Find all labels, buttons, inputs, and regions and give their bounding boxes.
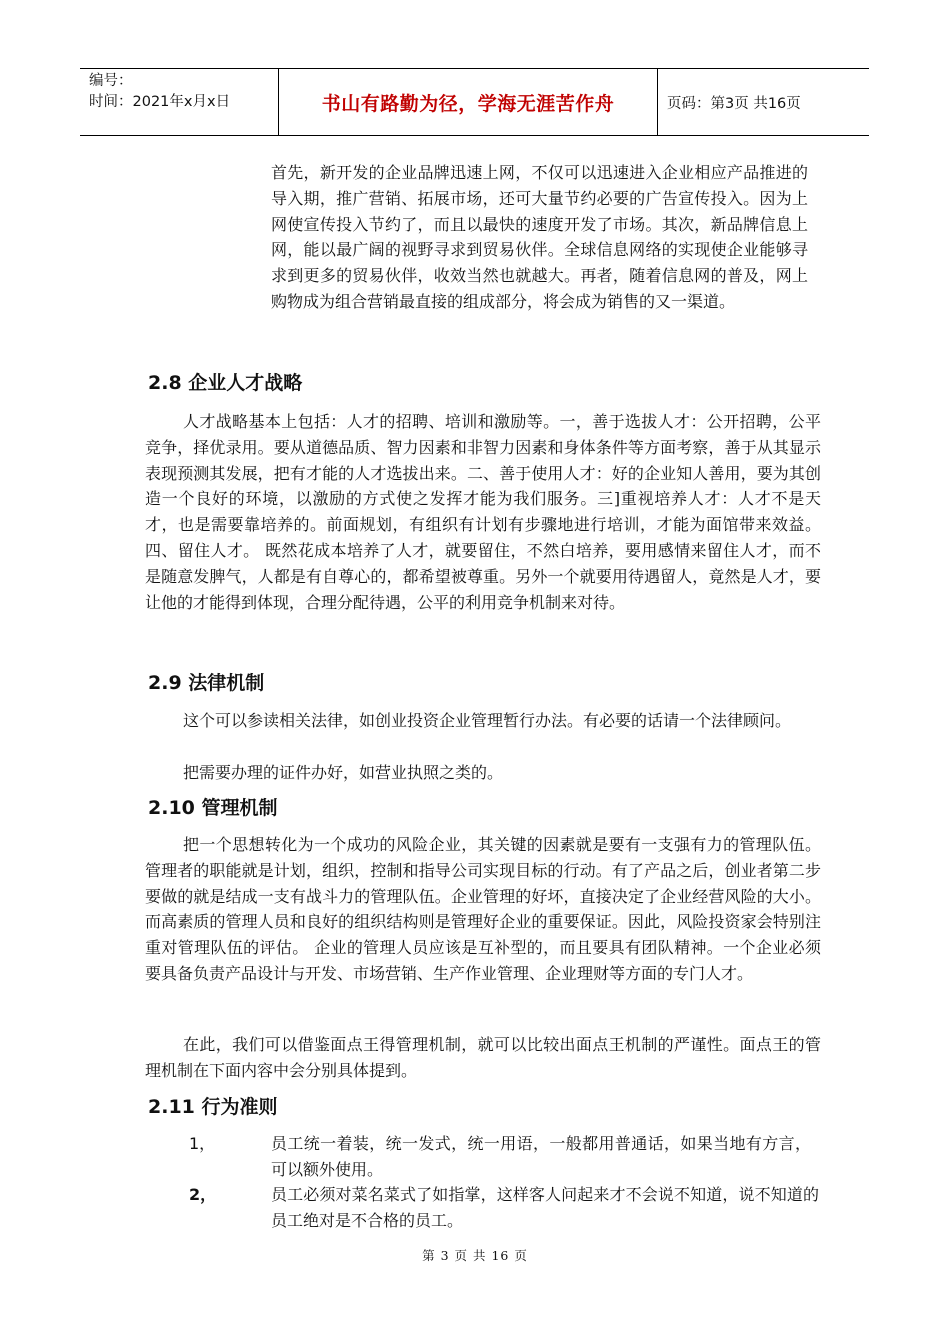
list-item-2: 员工必须对菜名菜式了如指掌，这样客人问起来才不会说不知道，说不知道的员工绝对是不合格的员工。	[271, 1185, 819, 1230]
section-number: 2.10	[148, 797, 195, 819]
time-label: 时间：2021年x月x日	[89, 94, 231, 110]
page-header	[80, 68, 869, 136]
page-info: 页码：第3页 共16页	[667, 95, 801, 112]
legal-paragraph-2: 把需要办理的证件办好，如营业执照之类的。	[183, 763, 504, 782]
section-number: 2.9	[148, 672, 182, 694]
header-motto-cell	[278, 69, 658, 135]
serial-label: 编号：	[89, 73, 133, 89]
section-title: 企业人才战略	[181, 372, 303, 394]
section-title: 法律机制	[181, 672, 265, 694]
page-footer: 第 3 页 共 16 页	[422, 1248, 528, 1263]
section-heading-2-11	[148, 1094, 278, 1120]
header-meta	[80, 69, 278, 135]
list-number-2: 2，	[189, 1185, 217, 1204]
intro-paragraph: 首先，新开发的企业品牌迅速上网，不仅可以迅速进入企业相应产品推进的导入期，推广营销、拓展市场，还可大量节约必要的广告宣传投入。因为上网使宣传投入节约了，而且以最快的速度开发了市场。其次，新品牌信息上网，能以最广阔的视野寻求到贸易伙伴。全球信息网络的实现使企业能够寻求到更多的贸易伙伴，收效当然也就越大。再者，随着信息网的普及，网上购物成为组合营销最直接的组成部分，将会成为销售的又一渠道。	[271, 163, 808, 311]
management-paragraph-1: 把一个思想转化为一个成功的风险企业，其关键的因素就是要有一支强有力的管理队伍。管理者的职能就是计划，组织，控制和指导公司实现目标的行动。有了产品之后，创业者第二步要做的就是结成一支有战斗力的管理队伍。企业管理的好坏，直接决定了企业经营风险的大小。而高素质的管理人员和良好的组织结构则是管理好企业的重要保证。因此，风险投资家会特别注重对管理队伍的评估。 企业的管理人员应该是互补型的，而且要具有团队精神。一个企业必须要具备负责产品设计与开发、市场营销、生产作业管理、企业理财等方面的专门人才。	[145, 835, 821, 983]
legal-paragraph-1: 这个可以参读相关法律，如创业投资企业管理暂行办法。有必要的话请一个法律顾问。	[183, 711, 792, 730]
talent-strategy-paragraph: 人才战略基本上包括：人才的招聘、培训和激励等。一，善于选拔人才：公开招聘，公平竞争，择优录用。要从道德品质、智力因素和非智力因素和身体条件等方面考察，善于从其显示表现预测其发展，把有才能的人才选拔出来。二、善于使用人才：好的企业知人善用，要为其创造一个良好的环境，以激励的方式使之发挥才能为我们服务。三]重视培养人才：人才不是天才，也是需要靠培养的。前面规划，有组织有计划有步骤地进行培训，才能为面馆带来效益。四、留住人才。 既然花成本培养了人才，就要留住，不然白培养，要用感情来留住人才，而不是随意发脾气，人都是有自尊心的，都希望被尊重。另外一个就要用待遇留人，竟然是人才，要让他的才能得到体现，合理分配待遇，公平的利用竞争机制来对待。	[145, 412, 821, 612]
section-title: 管理机制	[194, 797, 278, 819]
section-heading-2-9	[148, 670, 264, 696]
section-number: 2.11	[148, 1096, 195, 1118]
header-page-cell	[658, 69, 869, 135]
list-number-1: 1，	[189, 1134, 216, 1153]
section-title: 行为准则	[194, 1096, 278, 1118]
section-heading-2-8	[148, 370, 302, 396]
motto-text: 书山有路勤为径，学海无涯苦作舟	[321, 92, 615, 115]
section-heading-2-10	[148, 795, 278, 821]
list-item-1: 员工统一着装，统一发式，统一用语，一般都用普通话，如果当地有方言，可以额外使用。	[271, 1134, 811, 1179]
section-number: 2.8	[148, 372, 182, 394]
management-paragraph-2: 在此，我们可以借鉴面点王得管理机制，就可以比较出面点王机制的严谨性。面点王的管理机制在下面内容中会分别具体提到。	[145, 1035, 821, 1080]
